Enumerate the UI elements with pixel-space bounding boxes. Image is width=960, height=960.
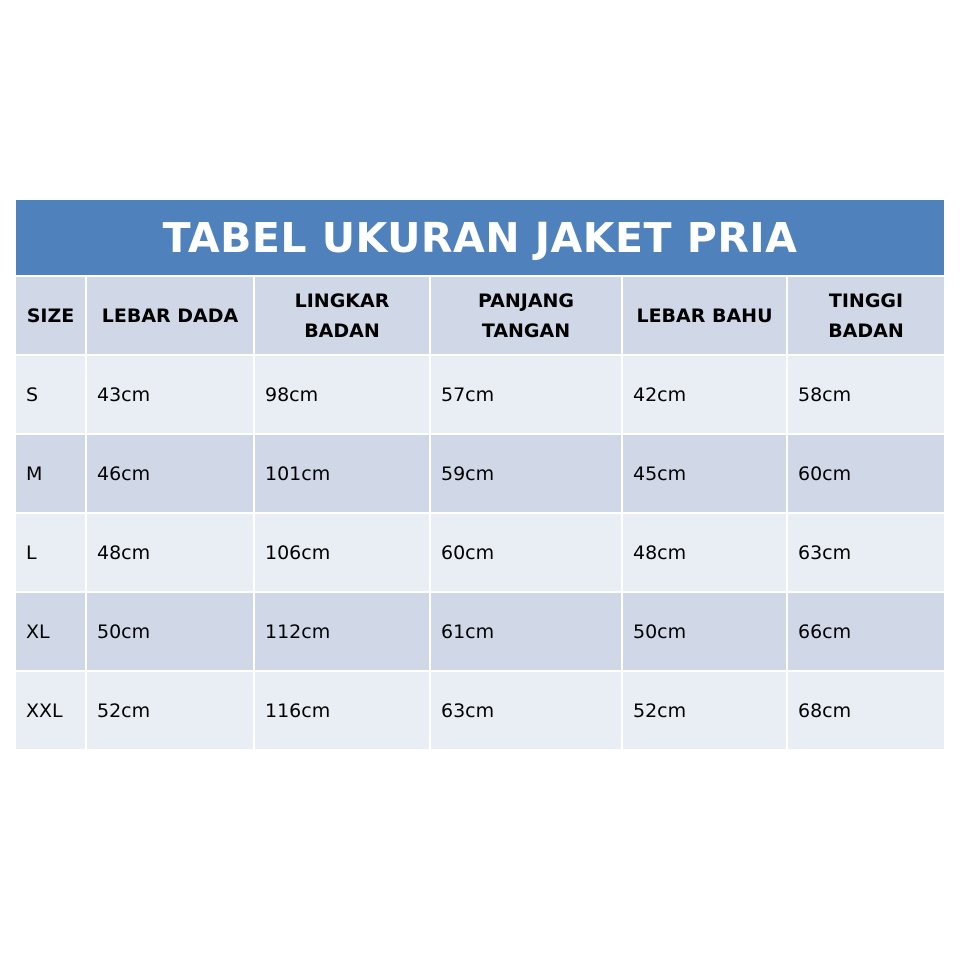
- table-row: [16, 672, 944, 751]
- table-row: [16, 514, 944, 593]
- cell-tinggi-badan: 66cm: [788, 593, 944, 672]
- cell-lebar-bahu: 48cm: [623, 514, 788, 593]
- cell-lebar-dada: 46cm: [87, 435, 255, 514]
- cell-lebar-dada: 48cm: [87, 514, 255, 593]
- cell-lebar-dada: 50cm: [87, 593, 255, 672]
- cell-tinggi-badan: 68cm: [788, 672, 944, 751]
- table-row: [16, 356, 944, 435]
- cell-lingkar-badan: 101cm: [255, 435, 431, 514]
- cell-lebar-bahu: 50cm: [623, 593, 788, 672]
- cell-panjang-tangan: 60cm: [431, 514, 623, 593]
- cell-lingkar-badan: 116cm: [255, 672, 431, 751]
- cell-panjang-tangan: 59cm: [431, 435, 623, 514]
- cell-panjang-tangan: 57cm: [431, 356, 623, 435]
- header-lebar-bahu: LEBAR BAHU: [623, 277, 788, 356]
- cell-lingkar-badan: 106cm: [255, 514, 431, 593]
- cell-lebar-dada: 52cm: [87, 672, 255, 751]
- cell-lingkar-badan: 112cm: [255, 593, 431, 672]
- header-size: SIZE: [16, 277, 87, 356]
- cell-panjang-tangan: 63cm: [431, 672, 623, 751]
- cell-size: S: [16, 356, 87, 435]
- cell-lebar-bahu: 45cm: [623, 435, 788, 514]
- header-panjang-tangan: PANJANG TANGAN: [431, 277, 623, 356]
- chart-title: TABEL UKURAN JAKET PRIA: [162, 213, 798, 262]
- header-lebar-dada: LEBAR DADA: [87, 277, 255, 356]
- title-bar: [16, 200, 944, 277]
- cell-size: L: [16, 514, 87, 593]
- cell-lebar-bahu: 52cm: [623, 672, 788, 751]
- table-row: [16, 435, 944, 514]
- cell-lingkar-badan: 98cm: [255, 356, 431, 435]
- header-row: [16, 277, 944, 356]
- cell-size: XXL: [16, 672, 87, 751]
- cell-tinggi-badan: 63cm: [788, 514, 944, 593]
- cell-lebar-bahu: 42cm: [623, 356, 788, 435]
- cell-size: XL: [16, 593, 87, 672]
- size-chart: [16, 200, 944, 751]
- cell-tinggi-badan: 60cm: [788, 435, 944, 514]
- cell-panjang-tangan: 61cm: [431, 593, 623, 672]
- header-lingkar-badan: LINGKAR BADAN: [255, 277, 431, 356]
- header-tinggi-badan: TINGGI BADAN: [788, 277, 944, 356]
- table-row: [16, 593, 944, 672]
- cell-size: M: [16, 435, 87, 514]
- cell-lebar-dada: 43cm: [87, 356, 255, 435]
- size-table: [16, 277, 944, 751]
- cell-tinggi-badan: 58cm: [788, 356, 944, 435]
